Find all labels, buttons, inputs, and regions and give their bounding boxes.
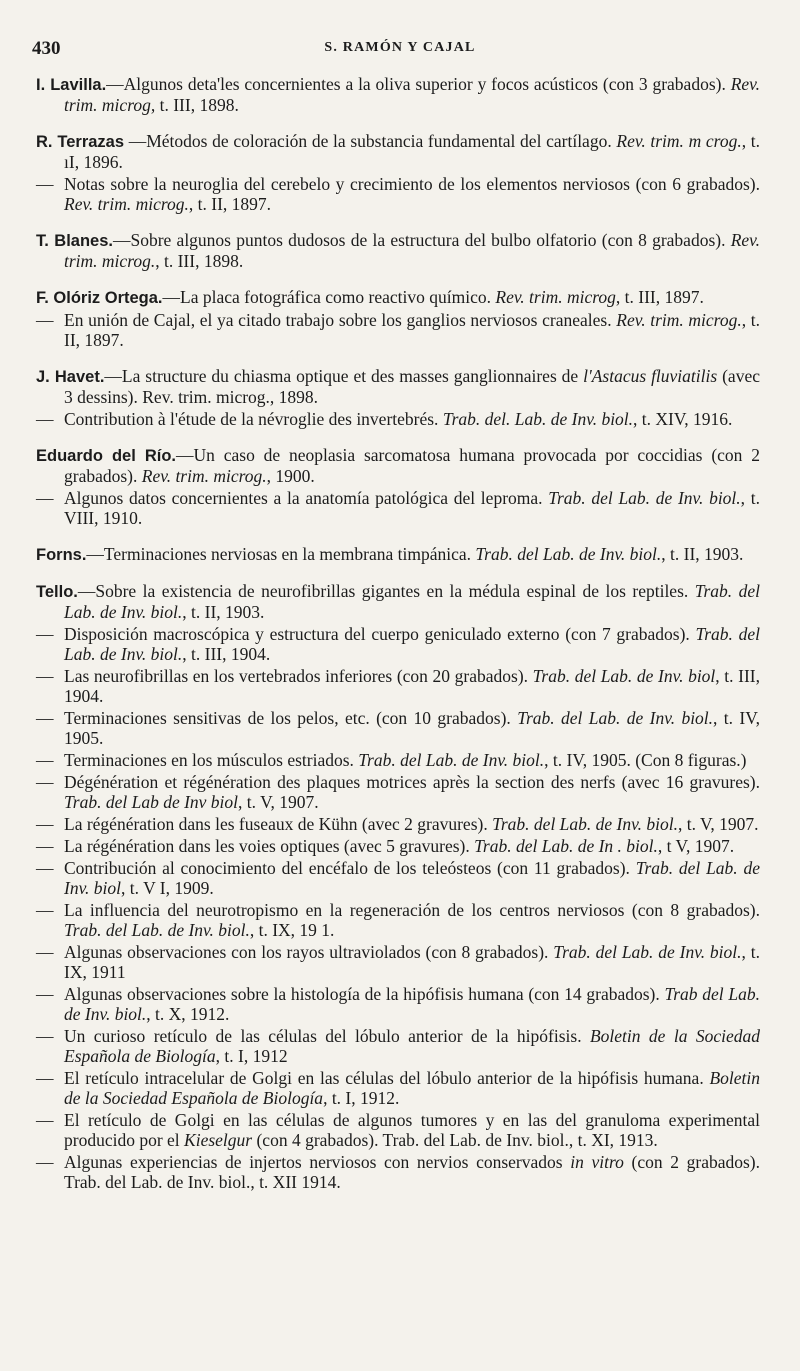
entry-text: En unión de Cajal, el ya citado trabajo sobre los ganglios nerviosos craneales. [64, 310, 617, 330]
journal-reference: l'Astacus fluviatilis [583, 366, 718, 386]
continuation-dash: — [36, 488, 54, 508]
bibliography-entry [36, 814, 760, 834]
entry-text: Terminaciones sensitivas de los pelos, etc. (con 10 grabados). [64, 708, 518, 728]
entry-tail: , t. XIV, 1916. [633, 409, 733, 429]
bibliography-entry [36, 1026, 760, 1066]
bibliography-entry [36, 984, 760, 1024]
entry-text: Algunas experiencias de injertos nerviosos con nervios conservados [64, 1152, 571, 1172]
author-name: J. Havet. [36, 368, 105, 386]
journal-reference: Trab. del Lab. de Inv. biol [532, 666, 716, 686]
entry-tail: , t. ıI, 1896. [64, 131, 760, 172]
entry-text: Algunas observaciones con los rayos ultraviolados (con 8 grabados). [64, 942, 554, 962]
journal-reference: Rev. trim. microg. [616, 310, 742, 330]
entry-tail: , t. IV, 1905. (Con 8 figuras.) [544, 750, 747, 770]
journal-reference: Rev. trim. microg. [141, 466, 267, 486]
entry-text: Algunos datos concernientes a la anatomía patológica del leproma. [64, 488, 549, 508]
entry-text: Las neurofibrillas en los vertebrados inferiores (con 20 grabados). [64, 666, 533, 686]
author-name: T. Blanes. [36, 232, 113, 250]
continuation-dash: — [36, 708, 54, 728]
entry-text: —Métodos de coloración de la substancia fundamental del cartílago. [124, 131, 617, 151]
entry-text: —La placa fotográfica como reactivo químico. [162, 287, 496, 307]
continuation-dash: — [36, 858, 54, 878]
bibliography-entry [36, 900, 760, 940]
journal-reference: Rev. trim. m crog. [616, 131, 742, 151]
continuation-dash: — [36, 836, 54, 856]
author-name: I. Lavilla. [36, 76, 107, 94]
bibliography-entry [36, 750, 760, 770]
entry-tail: , t. X, 1912. [146, 1004, 230, 1024]
author-block [36, 131, 760, 214]
bibliography-entry [36, 836, 760, 856]
journal-reference: Kieselgur [184, 1130, 253, 1150]
entry-tail: , t. III, 1898. [155, 251, 244, 271]
entry-text: —Sobre la existencia de neurofibrillas gigantes en la médula espinal de los reptiles. [77, 581, 695, 601]
entry-text: Contribution à l'étude de la névroglie des invertebrés. [64, 409, 443, 429]
continuation-dash: — [36, 174, 54, 194]
entry-text: —Sobre algunos puntos dudosos de la estructura del bulbo olfatorio (con 8 grabados). [112, 230, 731, 250]
entry-text: Algunas observaciones sobre la histología de la hipófisis humana (con 14 grabados). [64, 984, 665, 1004]
journal-reference: Trab. del. Lab. de Inv. biol. [442, 409, 634, 429]
journal-reference: Trab. del Lab. de Inv. biol. [64, 581, 760, 622]
author-name: Eduardo del Río. [36, 447, 177, 465]
entry-tail: , t. IX, 19 1. [249, 920, 335, 940]
page-number: 430 [32, 38, 61, 59]
entry-text: Dégénération et régénération des plaques motrices après la section des nerfs (avec 16 gravures). [64, 772, 760, 792]
journal-reference: Rev. trim. microg, [64, 74, 760, 115]
entry-tail: (con 4 grabados). Trab. del Lab. de Inv. biol., t. XI, 1913. [252, 1130, 658, 1150]
entry-text: La influencia del neurotropismo en la regeneración de los centros nerviosos (con 8 grabados). [64, 900, 760, 920]
bibliography-entry [36, 1110, 760, 1150]
continuation-dash: — [36, 900, 54, 920]
continuation-dash: — [36, 1110, 54, 1130]
entry-tail: , t. IX, 1911 [64, 942, 760, 982]
bibliography-entry [36, 445, 760, 486]
entry-tail: , t V, 1907. [657, 836, 735, 856]
page-header [32, 38, 768, 62]
journal-reference: Trab. del Lab. de Inv. biol. [517, 708, 714, 728]
bibliography-entry [36, 287, 760, 308]
continuation-dash: — [36, 1152, 54, 1172]
entry-text: El retículo de Golgi en las células de algunos tumores y en las del granuloma experimental producido por el [64, 1110, 760, 1150]
entry-tail: , t. V I, 1909. [121, 878, 214, 898]
bibliography-entry [36, 666, 760, 706]
journal-reference: Trab. del Lab. de Inv. biol. [548, 488, 741, 508]
continuation-dash: — [36, 310, 54, 330]
author-block [36, 230, 760, 271]
journal-reference: Boletin de la Sociedad Española de Biología [64, 1026, 760, 1066]
bibliography [36, 74, 760, 1208]
continuation-dash: — [36, 1026, 54, 1046]
bibliography-entry [36, 581, 760, 622]
entry-text: —Un caso de neoplasia sarcomatosa humana provocada por coccidias (con 2 grabados). [64, 445, 760, 486]
author-block [36, 581, 760, 1192]
author-name: R. Terrazas [36, 133, 125, 151]
journal-reference: Trab. del Lab. de Inv. biol [64, 858, 760, 898]
journal-reference: Trab. del Lab. de In . biol. [474, 836, 658, 856]
bibliography-entry [36, 74, 760, 115]
author-name: Forns. [36, 546, 87, 564]
continuation-dash: — [36, 1068, 54, 1088]
entry-tail: , t. II, 1897. [64, 310, 760, 350]
bibliography-entry [36, 624, 760, 664]
continuation-dash: — [36, 409, 54, 429]
entry-tail: t. III, 1898. [155, 95, 239, 115]
author-block [36, 74, 760, 115]
journal-reference: Trab. del Lab. de Inv. biol. [358, 750, 545, 770]
author-block [36, 445, 760, 528]
author-block [36, 287, 760, 350]
bibliography-entry [36, 310, 760, 350]
entry-tail: (avec 3 dessins). Rev. trim. microg., 1898. [64, 366, 760, 407]
entry-tail: , t. I, 1912 [215, 1046, 288, 1066]
bibliography-entry [36, 174, 760, 214]
running-head: S. RAMÓN Y CAJAL [324, 40, 476, 55]
bibliography-entry [36, 230, 760, 271]
entry-text: La régénération dans les fuseaux de Kühn (avec 2 gravures). [64, 814, 493, 834]
entry-text: —La structure du chiasma optique et des masses ganglionnaires de [104, 366, 584, 386]
journal-reference: in vitro [570, 1152, 624, 1172]
author-name: F. Olóriz Ortega. [36, 289, 163, 307]
entry-text: —Algunos deta'les concernientes a la oliva superior y focos acústicos (con 3 grabados). [106, 74, 731, 94]
bibliography-entry [36, 366, 760, 407]
entry-tail: , t. II, 1903. [182, 602, 265, 622]
continuation-dash: — [36, 814, 54, 834]
author-block [36, 544, 760, 565]
bibliography-entry [36, 772, 760, 812]
entry-tail: , t. II, 1897. [188, 194, 272, 214]
bibliography-entry [36, 708, 760, 748]
entry-tail: , t. III, 1897. [615, 287, 704, 307]
journal-reference: Trab. del Lab. de Inv. biol. [64, 920, 250, 940]
entry-tail: , 1900. [266, 466, 315, 486]
entry-tail: , t. III, 1904. [182, 644, 271, 664]
journal-reference: Trab. del Lab. de Inv. biol. [64, 624, 760, 664]
entry-tail: , t. II, 1903. [661, 544, 744, 564]
bibliography-entry [36, 131, 760, 172]
continuation-dash: — [36, 750, 54, 770]
continuation-dash: — [36, 624, 54, 644]
bibliography-entry [36, 409, 760, 429]
continuation-dash: — [36, 666, 54, 686]
entry-tail: , t. VIII, 1910. [64, 488, 760, 528]
entry-text: Un curioso retículo de las células del lóbulo anterior de la hipófisis. [64, 1026, 590, 1046]
journal-reference: Trab. del Lab de Inv biol [64, 792, 239, 812]
entry-tail: , t. V, 1907. [677, 814, 759, 834]
journal-reference: Trab. del Lab. de Inv. biol. [475, 544, 662, 564]
entry-text: —Terminaciones nerviosas en la membrana timpánica. [86, 544, 476, 564]
journal-reference: Trab. del Lab. de Inv. biol. [492, 814, 678, 834]
bibliography-entry [36, 544, 760, 565]
bibliography-entry [36, 858, 760, 898]
entry-tail: , t. V, 1907. [238, 792, 319, 812]
bibliography-entry [36, 488, 760, 528]
bibliography-entry [36, 942, 760, 982]
entry-tail: , t. I, 1912. [323, 1088, 400, 1108]
entry-text: Contribución al conocimiento del encéfalo de los teleósteos (con 11 grabados). [64, 858, 636, 878]
journal-reference: Boletin de la Sociedad Española de Biología [64, 1068, 760, 1108]
author-name: Tello. [36, 583, 78, 601]
entry-text: Disposición macroscópica y estructura del cuerpo geniculado externo (con 7 grabados). [64, 624, 696, 644]
entry-text: La régénération dans les voies optiques (avec 5 gravures). [64, 836, 475, 856]
entry-tail: , t. III, 1904. [64, 666, 760, 706]
journal-reference: Rev. trim. microg. [64, 194, 189, 214]
entry-text: El retículo intracelular de Golgi en las células del lóbulo anterior de la hipófisis humana. [64, 1068, 710, 1088]
bibliography-entry [36, 1152, 760, 1192]
journal-reference: Trab del Lab. de Inv. biol. [64, 984, 760, 1024]
entry-tail: , t. IV, 1905. [64, 708, 760, 748]
journal-reference: Rev. trim. microg [495, 287, 616, 307]
entry-tail: (con 2 grabados). Trab. del Lab. de Inv. biol., t. XII 1914. [64, 1152, 760, 1192]
journal-reference: Rev. trim. microg. [64, 230, 760, 271]
author-block [36, 366, 760, 429]
continuation-dash: — [36, 984, 54, 1004]
entry-text: Terminaciones en los músculos estriados. [64, 750, 359, 770]
continuation-dash: — [36, 942, 54, 962]
entry-text: Notas sobre la neuroglia del cerebelo y crecimiento de los elementos nerviosos (con 6 grabados). [64, 174, 760, 194]
journal-reference: Trab. del Lab. de Inv. biol. [553, 942, 742, 962]
continuation-dash: — [36, 772, 54, 792]
bibliography-entry [36, 1068, 760, 1108]
